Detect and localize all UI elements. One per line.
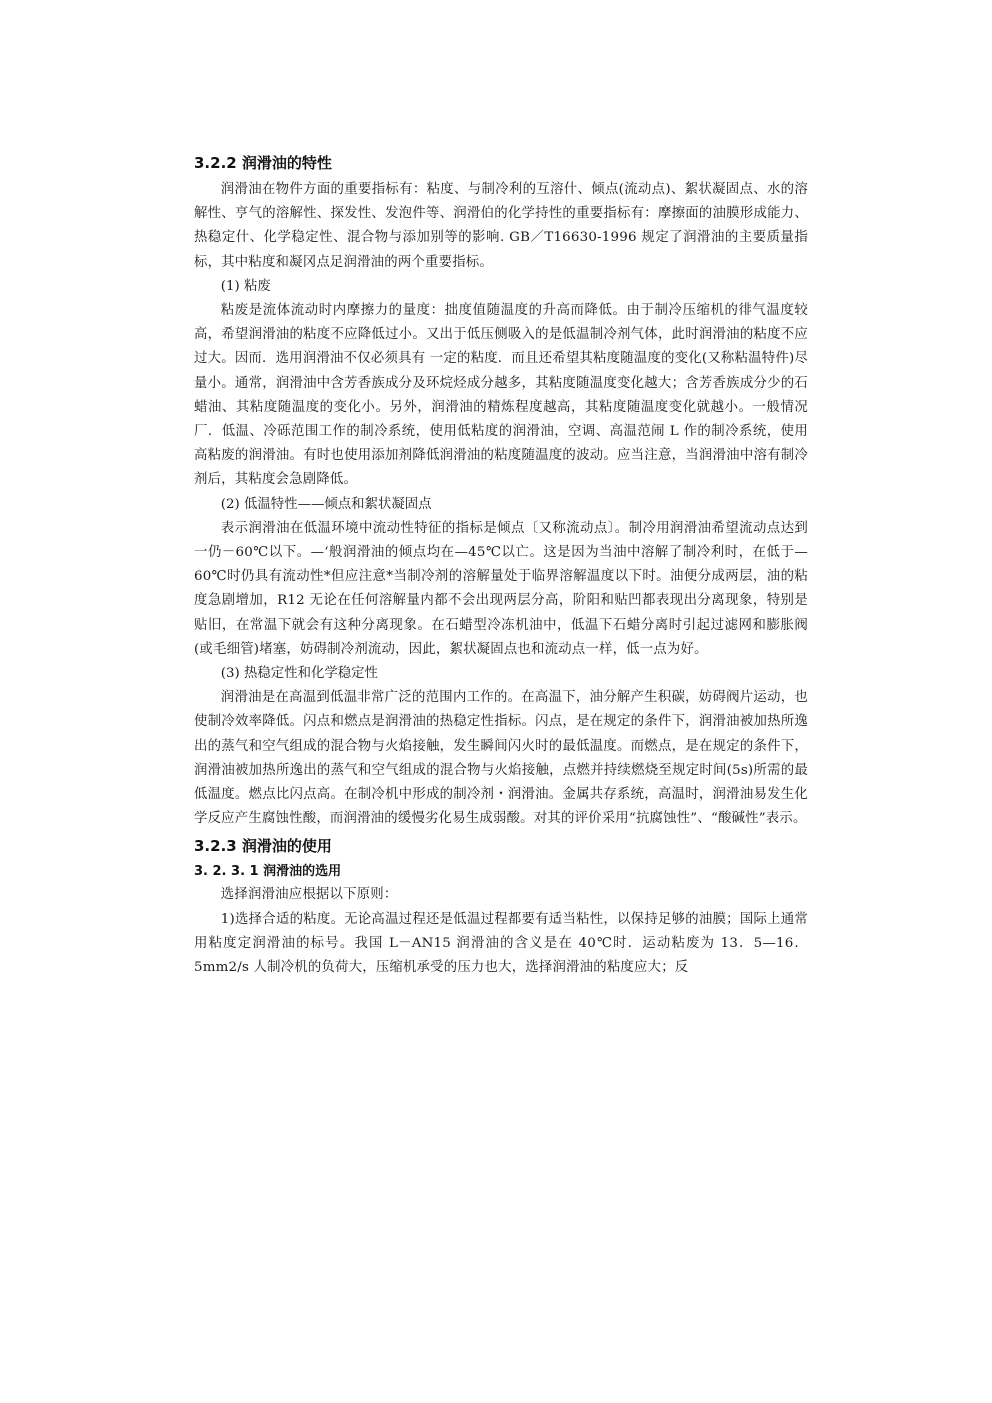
item-2-title: (2) 低温特性——倾点和絮状凝固点 [220, 496, 432, 512]
subsection-heading-3-2-3-1: 3. 2. 3. 1 润滑油的选用 [194, 864, 342, 880]
selection-intro: 选择润滑油应根据以下原则： [220, 887, 398, 903]
selection-rule-1: 1)选择合适的粘度。无论高温过程还是低温过程都要有适当粘性，以保持足够的油膜；国际上通常用粘度定润滑油的标号。我国 L－AN15 润滑油的含义是在 40℃时．运动粘废为 13．5—16．5mm2/s 人制冷机的负荷大，压缩机承受的压力也大，选择润滑油的粘度应大；反 [194, 911, 808, 976]
item-2-body: 表示润滑油在低温环境中流动性特征的指标是倾点〔又称流动点〕。制冷用润滑油希望流动点达到一仍－60℃以下。—‘般润滑油的倾点均在—45℃以亡。这是因为当油中溶解了制冷利时，在低于—60℃时仍具有流动性*但应注意*当制冷剂的溶解量处于临界溶解温度以下时。油便分成两层，油的粘度急剧增加，R12 无论在任何溶解量内都不会出现两层分高，阶阳和贴凹都表现出分离现象，特别是贴旧，在常温下就会有这种分离现象。在石蜡型冷冻机油中，低温下石蜡分离时引起过滤网和膨胀阀(或毛细管)堵塞，妨碍制冷剂流动，因此，絮状凝固点也和流动点一样，低一点为好。 [194, 520, 808, 657]
item-1-title: (1) 粘废 [220, 278, 271, 294]
section-heading-3-2-2: 3.2.2 润滑油的特性 [194, 154, 332, 172]
item-3-title: (3) 热稳定性和化学稳定性 [220, 666, 378, 682]
item-1-body: 粘废是流体流动时内摩擦力的量度：拙度值随温度的升高而降低。由于制冷压缩机的徘气温度较高，希望润滑油的粘度不应降低过小。又出于低压侧吸入的是低温制冷剂气体，此时润滑油的粘度不应过大。因而．选用润滑油不仅必须具有 一定的粘度．而且还希望其粘度随温度的变化(又称粘温特件)尽量小。通常，润滑油中含芳香族成分及环烷烃成分越多，其粘度随温度变化越大；含芳香族成分少的石蜡油、其粘度随温度的变化小。另外，润滑油的精炼程度越高，其粘度随温度变化就越小。一般情况厂．低温、冷砾范围工作的制冷系统，使用低粘度的润滑油，空调、高温范闹 L 作的制冷系统，使用高粘废的润滑油。有时也使用添加剂降低润滑油的粘度随温度的波动。应当注意，当润滑油中溶有制冷剂后，其粘度会急剧降低。 [194, 303, 808, 488]
document-page [194, 152, 808, 980]
section-heading-3-2-3: 3.2.3 润滑油的使用 [194, 837, 332, 856]
item-3-body: 润滑油是在高温到低温非常广泛的范围内工作的。在高温下，油分解产生积碳，妨碍阀片运动，也使制冷效率降低。闪点和燃点是润滑油的热稳定性指标。闪点，是在规定的条件下，润滑油被加热所逸出的蒸气和空气组成的混合物与火焰接触，发生瞬间闪火时的最低温度。而燃点，是在规定的条件下，润滑油被加热所逸出的蒸气和空气组成的混合物与火焰接触，点燃并持续燃烧至规定时间(5s)所需的最低温度。燃点比闪点高。在制冷机中形成的制冷剂・润滑油。金属共存系统，高温时，润滑油易发生化学反应产生腐蚀性酸，而润滑油的缓慢劣化易生成弱酸。对其的评价采用“抗腐蚀性”、“酸碱性”表示。 [194, 690, 808, 827]
section-intro-paragraph: 润滑油在物件方面的重要指标有：粘度、与制冷利的互溶什、倾点(流动点)、絮状凝固点、水的溶解性、亨气的溶解性、探发性、发泡件等、润滑伯的化学持性的重要指标有：摩擦面的油膜形成能力、热稳定什、化学稳定性、混合物与添加别等的影响. GB／T16630-1996 规定了润滑油的主要质量指标，其中粘度和凝冈点足润滑油的两个重要指标。 [194, 182, 808, 270]
